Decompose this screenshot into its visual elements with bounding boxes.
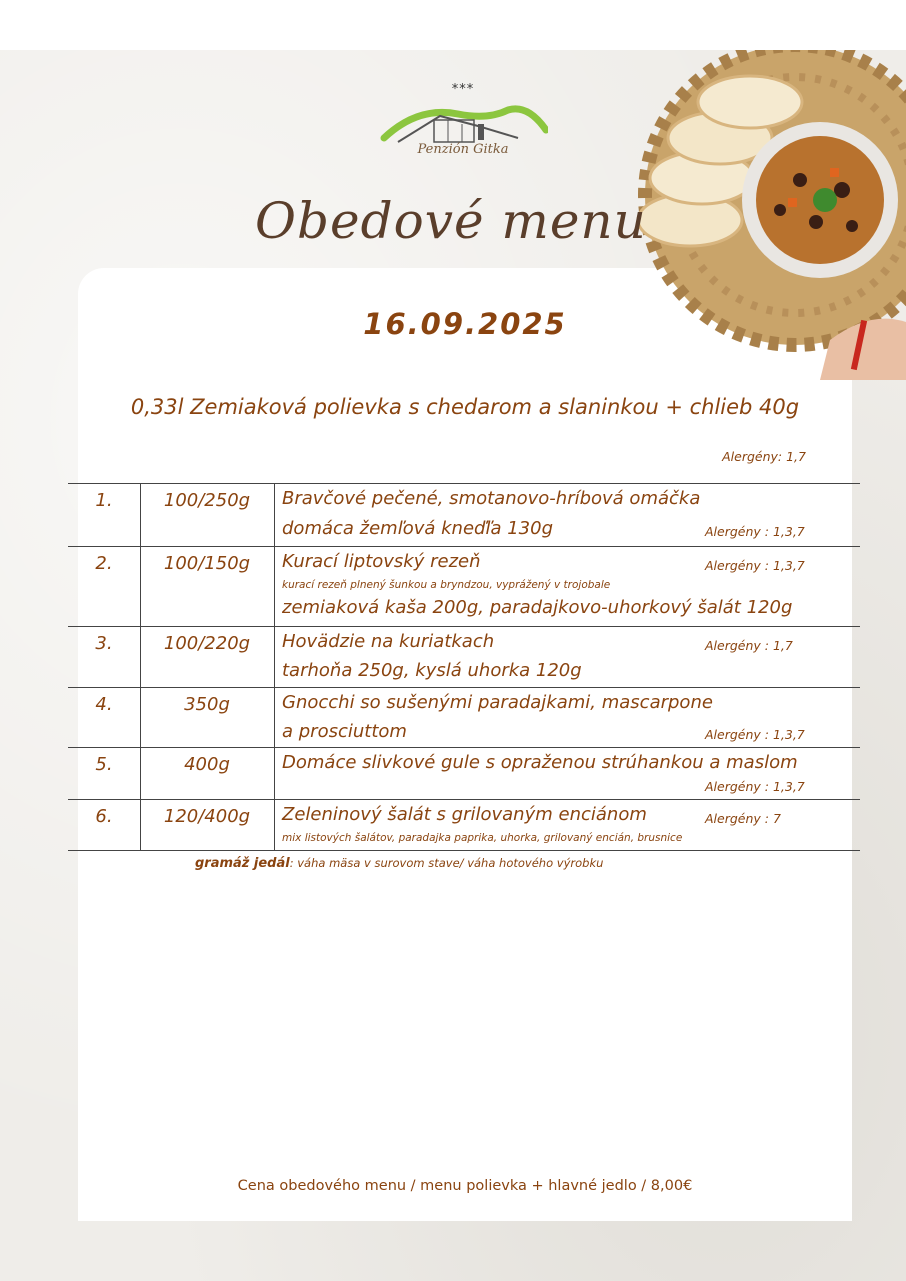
item-number: 5. (95, 754, 113, 775)
logo (378, 82, 548, 172)
item-description: mix listových šalátov, paradajka paprika, uhorka, grilovaný encián, brusnice (282, 832, 683, 844)
item-name: Gnocchi so sušenými paradajkami, mascarpone (282, 692, 713, 713)
item-allergens: Alergény : 1,3,7 (705, 727, 805, 742)
item-side: zemiaková kaša 200g, paradajkovo-uhorkový šalát 120g (282, 597, 793, 618)
item-name: Bravčové pečené, smotanovo-hríbová omáčka (282, 488, 701, 509)
table-row (68, 687, 860, 747)
item-allergens: Alergény : 1,3,7 (705, 779, 805, 794)
menu-date: 16.09.2025 (363, 307, 567, 341)
item-name: Kurací liptovský rezeň (282, 551, 481, 572)
table-row (68, 747, 860, 799)
menu-price: Cena obedového menu / menu polievka + hlavné jedlo / 8,00€ (237, 1178, 693, 1194)
item-weight: 100/220g (163, 633, 251, 654)
weight-note-label: gramáž jedál (195, 856, 290, 871)
logo-name: Penzión Gitka (417, 142, 509, 157)
table-row (68, 799, 860, 851)
item-side: tarhoňa 250g, kyslá uhorka 120g (282, 660, 582, 681)
item-description: kurací rezeň plnený šunkou a bryndzou, vyprážený v trojobale (282, 579, 611, 591)
item-allergens: Alergény : 1,3,7 (705, 524, 805, 539)
table-row (68, 483, 860, 546)
item-allergens: Alergény : 1,7 (705, 638, 793, 653)
menu-title: Obedové menu (255, 192, 647, 250)
item-number: 3. (95, 633, 113, 654)
table-row (68, 626, 860, 687)
soup-line: 0,33l Zemiaková polievka s chedarom a slaninkou + chlieb 40g (130, 395, 800, 419)
table-row (68, 546, 860, 626)
item-weight: 350g (184, 694, 230, 715)
item-name: Domáce slivkové gule s opraženou strúhankou a maslom (282, 752, 798, 773)
logo-stars: *** (451, 82, 475, 97)
item-weight: 120/400g (163, 806, 251, 827)
item-name: Hovädzie na kuriatkach (282, 631, 495, 652)
item-number: 2. (95, 553, 113, 574)
weight-note (195, 856, 603, 871)
item-number: 1. (95, 490, 113, 511)
item-number: 4. (95, 694, 113, 715)
item-name: Zeleninový šalát s grilovaným enciánom (282, 804, 647, 825)
item-side: domáca žemľová kneďľa 130g (282, 518, 553, 539)
soup-allergens: Alergény: 1,7 (722, 449, 806, 464)
item-weight: 100/250g (163, 490, 251, 511)
item-number: 6. (95, 806, 113, 827)
weight-note-text: : váha mäsa v surovom stave/ váha hotového výrobku (289, 856, 604, 870)
item-allergens: Alergény : 1,3,7 (705, 558, 805, 573)
item-weight: 100/150g (163, 553, 251, 574)
menu-table (68, 483, 860, 851)
item-side: a prosciuttom (282, 721, 407, 742)
item-weight: 400g (184, 754, 230, 775)
item-allergens: Alergény : 7 (705, 811, 781, 826)
